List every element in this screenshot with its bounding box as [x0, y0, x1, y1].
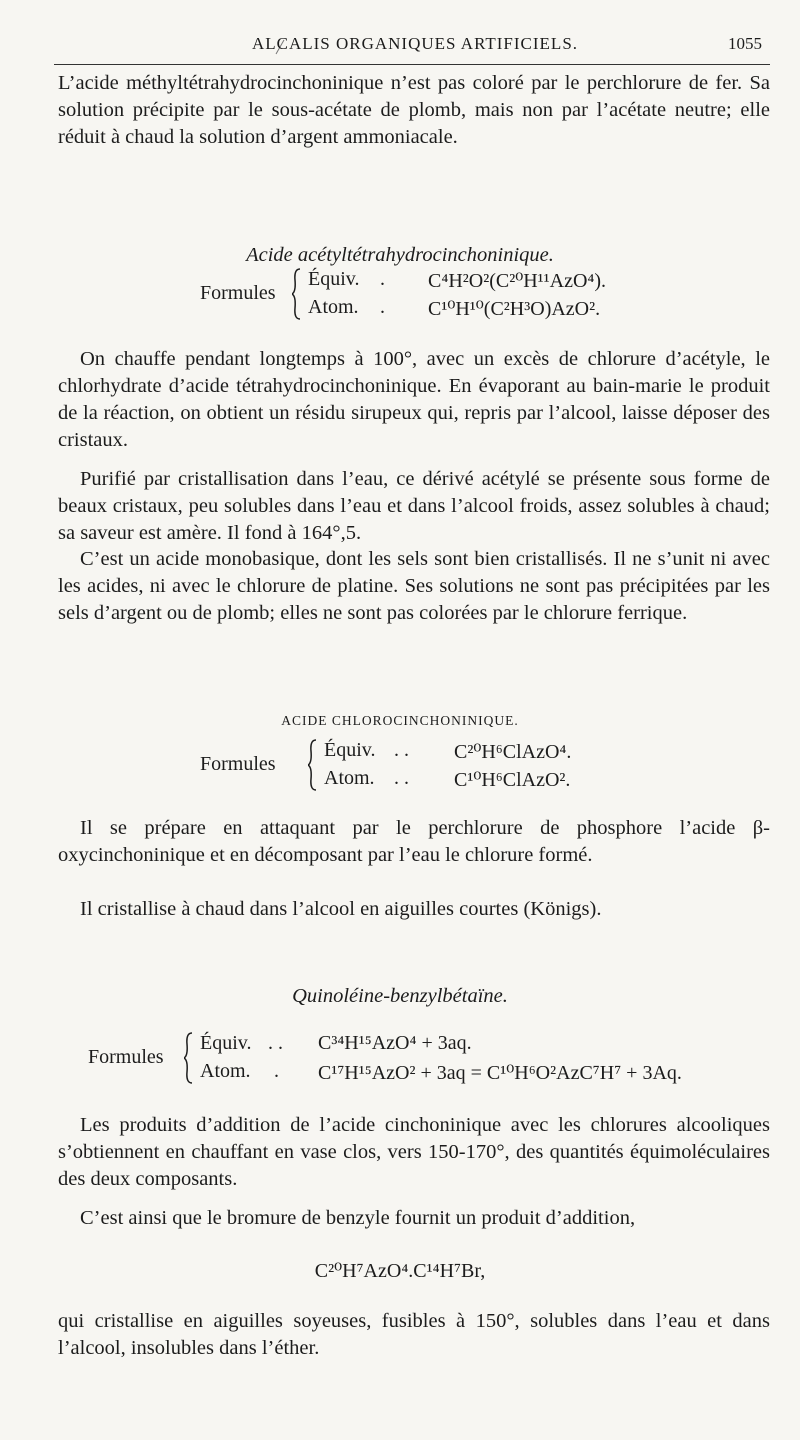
paragraph: Il cristallise à chaud dans l’alcool en aiguilles courtes (Königs).: [80, 898, 602, 920]
paragraph: qui cristallise en aiguilles soyeuses, fusibles à 150°, solubles dans l’eau et dans l’alcool, insolubles dans l’éther.: [58, 1310, 770, 1359]
formula-label: Formules: [200, 282, 276, 304]
brace-icon: [184, 1032, 194, 1084]
brace-icon: [292, 268, 302, 320]
paragraph: L’acide méthyltétrahydrocinchoninique n’est pas coloré par le perchlorure de fer. Sa solution précipite par le sous-acétate de plomb, mais non par l’acétate neutre; elle réduit à chaud la solution d’argent ammoniacale.: [58, 72, 770, 148]
paragraph: Il se prépare en attaquant par le perchlorure de phosphore l’acide β-oxycinchoninique et en décomposant par l’eau le chlorure formé.: [58, 817, 770, 866]
formula-block: Formules Équiv. . . C³⁴H¹⁵AzO⁴ + 3aq. Atom. . C¹⁷H¹⁵AzO² + 3aq = C¹⁰H⁶O²AzC⁷H⁷ + 3Aq.: [88, 1032, 682, 1084]
chemical-formula: C²⁰H⁷AzO⁴.C¹⁴H⁷Br,: [314, 1260, 486, 1282]
page-header: [60, 34, 770, 58]
formula-label: Formules: [200, 753, 276, 775]
paragraph: Purifié par cristallisation dans l’eau, ce dérivé acétylé se présente sous forme de beaux cristaux, peu solubles dans l’eau et dans l’alcool froids, assez solubles à chaud; sa saveur est amère. Il fond à 164°,5.: [58, 468, 770, 544]
section-heading: Quinoléine-benzylbétaïne.: [292, 985, 508, 1007]
paragraph: C’est ainsi que le bromure de benzyle fournit un produit d’addition,: [80, 1207, 636, 1229]
section-heading: ACIDE CHLOROCINCHONINIQUE.: [281, 713, 519, 728]
paragraph: C’est un acide monobasique, dont les sels sont bien cristallisés. Il ne s’unit ni avec les acides, ni avec le chlorure de platine. Ses solutions ne sont pas précipitées par les sels d’argent ou de plomb; elles ne sont pas colorées par le chlorure ferrique.: [58, 548, 770, 624]
header-rule: [54, 64, 770, 65]
formula-label: Formules: [88, 1046, 164, 1068]
brace-icon: [308, 739, 318, 791]
paragraph: On chauffe pendant longtemps à 100°, avec un excès de chlorure d’acétyle, le chlorhydrate d’acide tétrahydrocinchoninique. En évaporant au bain-marie le produit de la réaction, on obtient un résidu sirupeux qui, repris par l’alcool, laisse déposer des cristaux.: [58, 348, 770, 451]
formula-block: Formules Équiv. . C⁴H²O²(C²⁰H¹¹AzO⁴). Atom. . C¹⁰H¹⁰(C²H³O)AzO².: [200, 268, 607, 320]
page-number: 1055: [728, 34, 762, 53]
formula-block: Formules Équiv. . . C²⁰H⁶ClAzO⁴. Atom. . . C¹⁰H⁶ClAzO².: [200, 739, 572, 791]
section-heading: Acide acétyltétrahydrocinchoninique.: [246, 244, 554, 266]
running-head: ALCALIS ORGANIQUES ARTIFICIELS.: [251, 34, 579, 53]
paragraph: Les produits d’addition de l’acide cinchoninique avec les chlorures alcooliques s’obtiennent en chauffant en vase clos, vers 150-170°, des quantités équimoléculaires des deux composants.: [58, 1114, 770, 1190]
